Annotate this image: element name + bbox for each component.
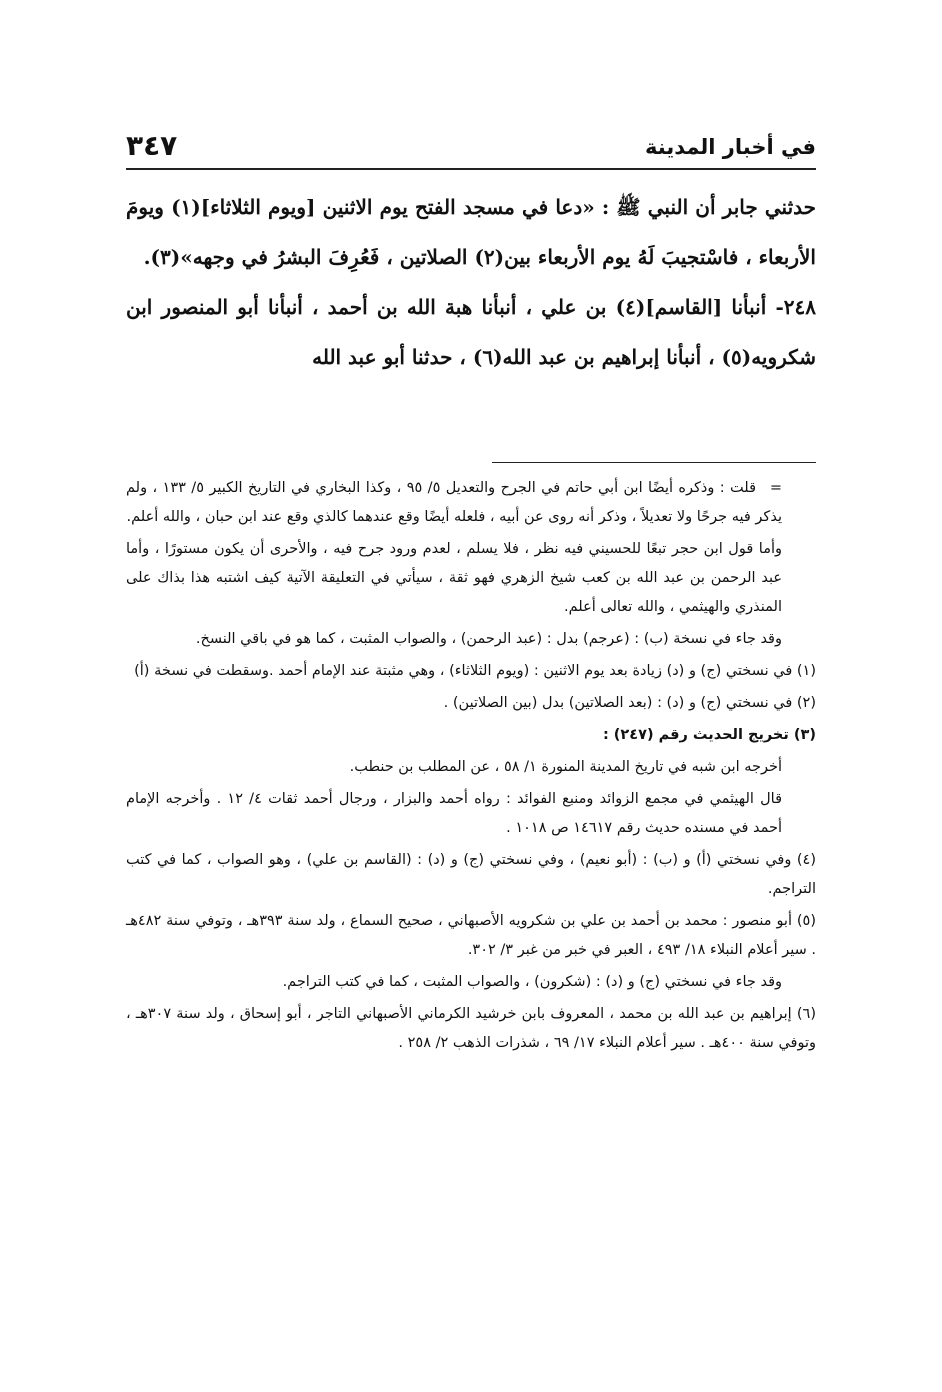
footnote-continuation: [126, 474, 816, 532]
footnote-5-body: وقد جاء في نسختي (ج) و (د) : (شكرون) ، والصواب المثبت ، كما في كتب التراجم.: [282, 974, 782, 990]
footnote-3-body: قال الهيثمي في مجمع الزوائد ومنبع الفوائد : رواه أحمد والبزار ، ورجال أحمد ثقات ٤/ ١٢ . وأخرجه الإمام أحمد في مسنده حديث رقم ١٤٦١٧ ص ١٠١٨ .: [126, 791, 783, 836]
running-title: في أخبار المدينة: [645, 135, 816, 159]
footnote-text: قلت : وذكره أيضًا ابن أبي حاتم في الجرح والتعديل ٥/ ٩٥ ، وكذا البخاري في التاريخ الكبير ٥/ ١٣٣ ، ولم يذكر فيه جرحًا ولا تعديلاً ، وذكر أنه روى عن أبيه ، فلعله أيضًا وقع عندهما كالذي وقع عند ابن حبان ، والله أعلم.: [126, 480, 782, 525]
page-header: [126, 122, 816, 162]
main-text: [126, 182, 816, 382]
main-paragraph: حدثني جابر أن النبي ﷺ : «دعا في مسجد الفتح يوم الاثنين [ويوم الثلاثاء](١) ويومَ الأربعاء ، فاسْتجيبَ لَهُ يوم الأربعاء بين(٢) الصلاتين ، فَعُرِفَ البشرُ في وجهه»(٣).: [126, 195, 816, 269]
footnote-divider: [492, 462, 816, 463]
footnote-2: (٢) في نسختي (ج) و (د) : (بعد الصلاتين) بدل (بين الصلاتين) .: [443, 695, 816, 711]
footnote-1: (١) في نسختي (ج) و (د) زيادة بعد يوم الاثنين : (ويوم الثلاثاء) ، وهي مثبتة عند الإمام أحمد .وسقطت في نسخة (أ): [134, 663, 816, 679]
footnote-6: (٦) إبراهيم بن عبد الله بن محمد ، المعروف بابن خرشيد الكرماني الأصبهاني التاجر ، أبو إسحاق ، ولد سنة ٣٠٧هـ ، وتوفي سنة ٤٠٠هـ . سير أعلام النبلاء ١٧/ ٦٩ ، شذرات الذهب ٢/ ٢٥٨ .: [126, 1006, 817, 1051]
page-number: ٣٤٧: [126, 129, 178, 162]
footnote-4: (٤) وفي نسختي (أ) و (ب) : (أبو نعيم) ، وفي نسختي (ج) و (د) : (القاسم بن علي) ، وهو الصواب ، كما في كتب التراجم.: [126, 852, 816, 897]
continuation-marker: =: [769, 480, 783, 496]
footnote-continuation: وأما قول ابن حجر تبعًا للحسيني فيه نظر ، فلا يسلم ، لعدم ورود جرح فيه ، والأحرى أن يكون مستورًا ، وأما عبد الرحمن بن عبد الله بن كعب شيخ الزهري فهو ثقة ، سيأتي في التعليقة الآتية كيف اشتبه هذا بذاك على المنذري والهيثمي ، والله تعالى أعلم.: [126, 541, 782, 615]
footnote-5: (٥) أبو منصور : محمد بن أحمد بن علي بن شكرويه الأصبهاني ، صحيح السماع ، ولد سنة ٣٩٣هـ ، وتوفي سنة ٤٨٢هـ . سير أعلام النبلاء ١٨/ ٤٩٣ ، العبر في خبر من غبر ٣/ ٣٠٢.: [126, 913, 816, 958]
header-divider: [126, 168, 816, 170]
main-paragraph: ٢٤٨- أنبأنا [القاسم](٤) بن علي ، أنبأنا هبة الله بن أحمد ، أنبأنا أبو المنصور ابن شكرويه(٥) ، أنبأنا إبراهيم بن عبد الله(٦) ، حدثنا أبو عبد الله: [126, 295, 816, 369]
footnotes: [126, 474, 816, 1061]
footnote-3: (٣) تخريج الحديث رقم (٢٤٧) :: [602, 727, 816, 743]
footnote-3-body: أخرجه ابن شبه في تاريخ المدينة المنورة ١/ ٥٨ ، عن المطلب بن حنطب.: [349, 759, 782, 775]
footnote-continuation: وقد جاء في نسخة (ب) : (عرجم) بدل : (عبد الرحمن) ، والصواب المثبت ، كما هو في باقي النسخ.: [195, 631, 782, 647]
